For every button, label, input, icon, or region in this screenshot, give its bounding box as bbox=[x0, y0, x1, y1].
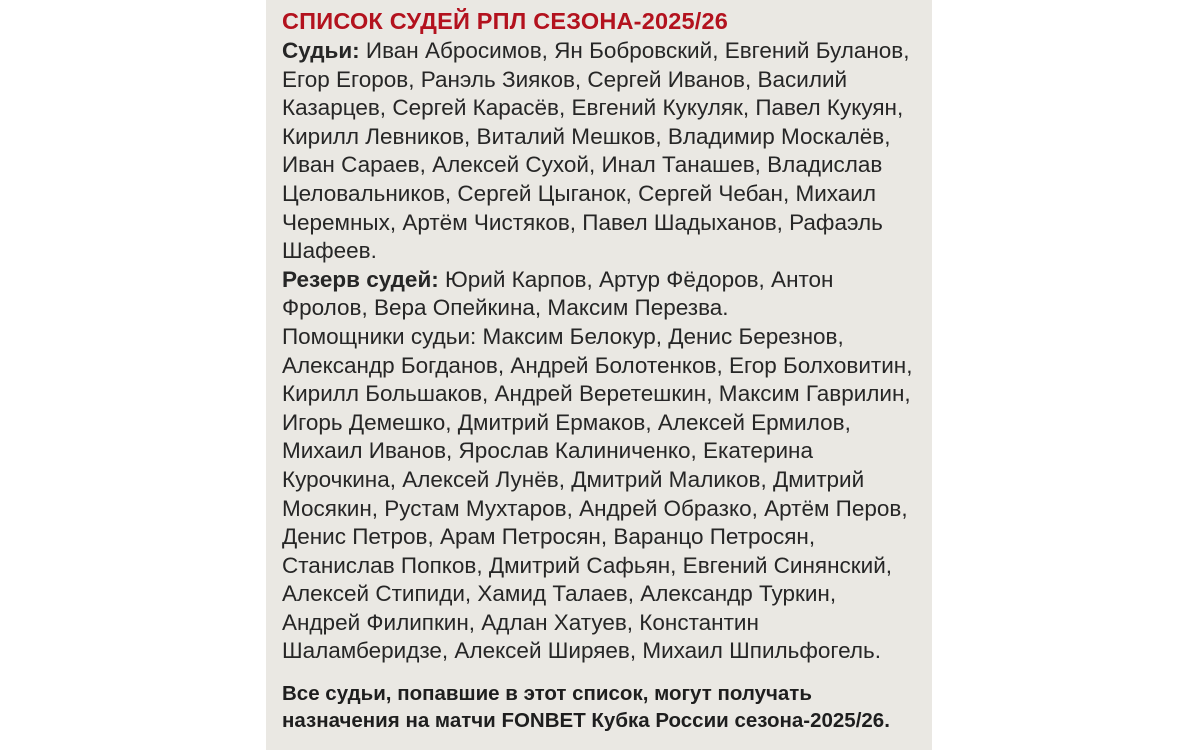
referees-names: Иван Абросимов, Ян Бобровский, Евгений Буланов, Егор Егоров, Ранэль Зияков, Сергей Иванов, Василий Казарцев, Сергей Карасёв, Евгений Кукуляк, Павел Кукуян, Кирилл Левников, Виталий Мешков, Владимир Москалёв, Иван Сараев, Алексей Сухой, Инал Танашев, Владислав Целовальников, Сергей Цыганок, Сергей Чебан, Михаил Черемных, Артём Чистяков, Павел Шадыханов, Рафаэль Шафеев. bbox=[282, 38, 910, 264]
assistants-paragraph bbox=[282, 323, 918, 666]
assistants-names: Максим Белокур, Денис Березнов, Александр Богданов, Андрей Болотенков, Егор Болховитин, Кирилл Большаков, Андрей Веретешкин, Максим Гаврилин, Игорь Демешко, Дмитрий Ермаков, Алексей Ермилов, Михаил Иванов, Ярослав Калиниченко, Екатерина Курочкина, Алексей Лунёв, Дмитрий Маликов, Дмитрий Мосякин, Рустам Мухтаров, Андрей Образко, Артём Перов, Денис Петров, Арам Петросян, Варанцо Петросян, Станислав Попков, Дмитрий Сафьян, Евгений Синянский, Алексей Стипиди, Хамид Талаев, Александр Туркин, Андрей Филипкин, Адлан Хатуев, Константин Шаламберидзе, Алексей Ширяев, Михаил Шпильфогель. bbox=[282, 323, 913, 664]
footer-note bbox=[282, 680, 918, 734]
reserve-names: Юрий Карпов, Артур Фёдоров, Антон Фролов, Вера Опейкина, Максим Перезва. bbox=[282, 266, 834, 321]
reserve-label: Резерв судей: bbox=[282, 266, 439, 292]
referees-label: Судьи: bbox=[282, 38, 360, 63]
reserve-paragraph bbox=[282, 266, 918, 323]
footer-line-1: Все судьи, попавшие в этот список, могут получать bbox=[282, 682, 812, 706]
footer-line-2: назначения на матчи FONBET Кубка России сезона-2025/26. bbox=[282, 709, 890, 733]
referee-list-card bbox=[266, 0, 932, 750]
assistants-label: Помощники судьи: bbox=[282, 323, 477, 349]
referees-paragraph bbox=[282, 37, 918, 266]
list-title: СПИСОК СУДЕЙ РПЛ СЕЗОНА-2025/26 bbox=[282, 8, 729, 34]
